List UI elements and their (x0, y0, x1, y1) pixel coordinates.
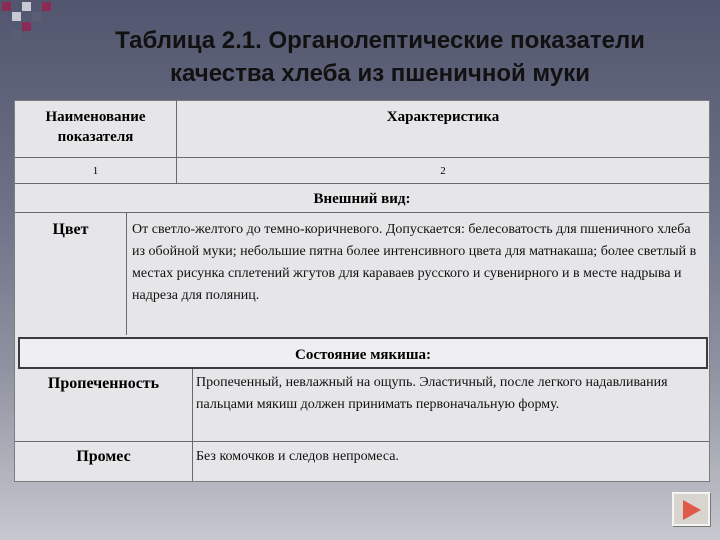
desc-baking: Пропеченный, невлажный на ощупь. Эластичный, после легкого надавливания пальцами мякиш должен принимать первоначальную форму. (196, 375, 668, 412)
slide-title (60, 24, 700, 90)
quality-table (14, 100, 710, 482)
corner-decoration (0, 0, 60, 40)
title-line-2: качества хлеба из пшеничной муки (170, 60, 590, 87)
desc-mixing: Без комочков и следов непромеса. (193, 441, 709, 481)
column-number-1: 1 (15, 157, 177, 183)
param-color: Цвет (15, 213, 127, 335)
column-number-2: 2 (177, 157, 709, 183)
param-baking: Пропеченность (15, 369, 193, 441)
param-mixing: Промес (15, 441, 193, 481)
header-parameter: Наименование показателя (15, 101, 177, 157)
desc-color: От светло-желтого до темно-коричневого. Допускается: белесоватость для пшеничного хлеба из обойной муки; небольшие пятна более интенсивного цвета для матнакаша; более светлый в местах рисунка сплетений жгутов для караваев русского и сувенирного и в месте надрыва и надреза для поляниц. (132, 222, 697, 303)
header-characteristic: Характеристика (386, 109, 500, 125)
next-slide-button[interactable] (672, 492, 710, 526)
play-next-icon (681, 499, 703, 521)
title-line-1: Таблица 2.1. Органолептические показатели (115, 27, 645, 54)
section-crumb: Состояние мякиша: (18, 337, 708, 369)
section-appearance: Внешний вид: (15, 183, 709, 213)
